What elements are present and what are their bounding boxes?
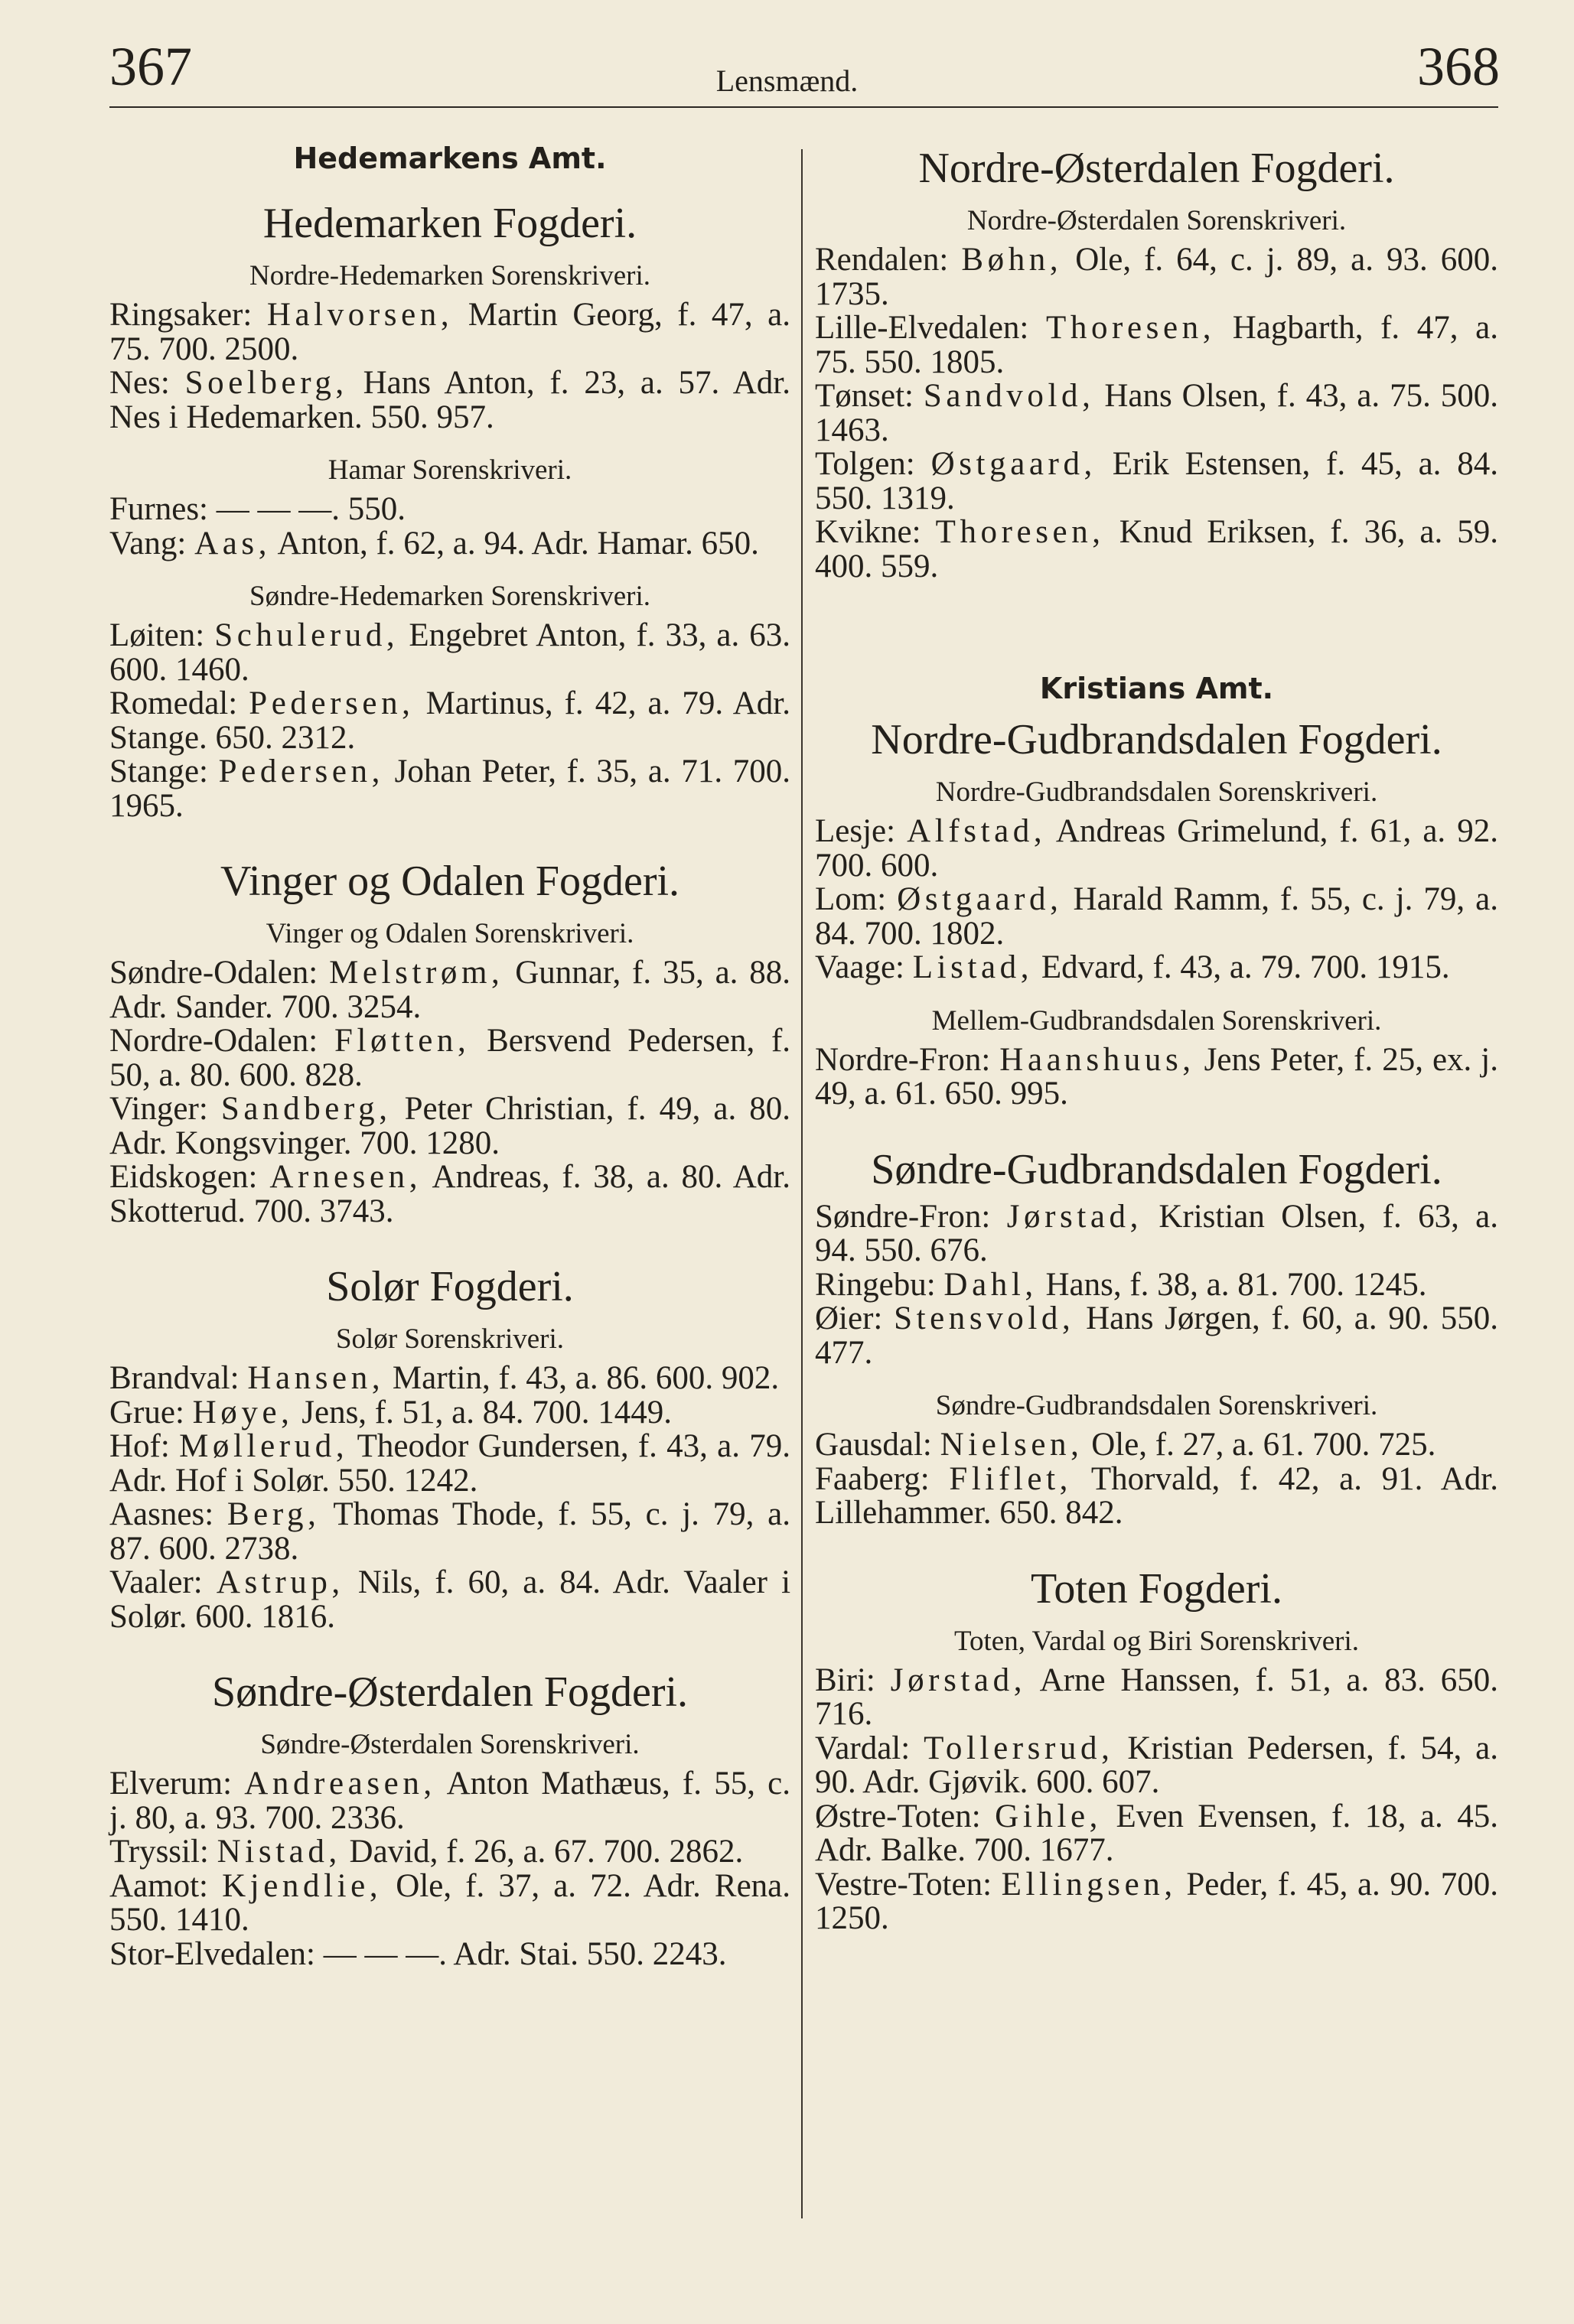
amt-heading: Hedemarkens Amt. — [293, 142, 607, 175]
sorenskriveri-heading: Nordre-Østerdalen Sorenskriveri. — [966, 205, 1347, 236]
entry-place: Faaberg: — [815, 1460, 930, 1497]
entry-person: Haanshuus, — [999, 1041, 1195, 1078]
entry-person: Møllerud, — [179, 1428, 349, 1464]
entry-details: Bersvend Pedersen, f. 50, a. 80. 600. 828. — [109, 1023, 791, 1093]
entry-details: Ole, f. 27, a. 61. 700. 725. — [1091, 1427, 1436, 1463]
sorenskriveri-heading: Nordre-Hedemarken Sorenskriveri. — [249, 260, 650, 291]
entry-details: Knud Eriksen, f. 36, a. 59. 400. 559. — [815, 514, 1498, 584]
entry-place: Elverum: — [109, 1766, 233, 1802]
entry-details: Andreas, f. 38, a. 80. Adr. Skotterud. 700. 3743. — [109, 1159, 791, 1229]
entry-details: Even Evensen, f. 18, a. 45. Adr. Balke. 700. 1677. — [815, 1798, 1498, 1868]
lensmand-entry — [109, 956, 790, 1024]
spacer — [109, 1634, 790, 1662]
entry-place: Furnes: — [109, 491, 208, 527]
entry-place: Hof: — [109, 1428, 170, 1464]
fogderi-heading: Nordre-Østerdalen Fogderi. — [918, 145, 1395, 192]
lensmand-entry — [815, 1428, 1498, 1463]
sorenskriveri-heading: Søndre-Hedemarken Sorenskriveri. — [249, 581, 650, 612]
entry-details: Peder, f. 45, a. 90. 700. 1250. — [815, 1866, 1499, 1936]
lensmand-entry — [109, 755, 790, 823]
entry-person: Thoresen, — [935, 514, 1105, 550]
entry-place: Vestre-Toten: — [815, 1866, 992, 1902]
entry-details: Johan Peter, f. 35, a. 71. 700. 1965. — [109, 754, 790, 824]
entry-person: Fliflet, — [949, 1460, 1072, 1497]
lensmand-entry — [815, 883, 1498, 951]
sorenskriveri-heading: Mellem-Gudbrandsdalen Sorenskriveri. — [931, 1004, 1382, 1037]
entry-details: Jens, f. 51, a. 84. 700. 1449. — [301, 1394, 672, 1431]
entry-person: Fløtten, — [334, 1023, 471, 1059]
lensmand-entry — [109, 687, 790, 755]
entry-place: Østre-Toten: — [815, 1798, 981, 1834]
lensmand-entry — [815, 379, 1498, 448]
entry-place: Søndre-Fron: — [815, 1198, 991, 1235]
spacer — [815, 1370, 1498, 1384]
lensmand-entry — [109, 1362, 790, 1396]
entry-person: Astrup, — [216, 1564, 344, 1600]
lensmand-entry — [109, 1092, 790, 1160]
sorenskriveri-heading: Søndre-Gudbrandsdalen Sorenskriveri. — [935, 1390, 1378, 1421]
spacer — [109, 1229, 790, 1256]
left-column — [109, 138, 790, 1971]
lensmand-entry — [109, 1566, 790, 1634]
entry-place: Lille-Elvedalen: — [815, 310, 1029, 346]
lensmand-entry — [109, 1396, 790, 1431]
spacer — [815, 584, 1498, 668]
entry-details: Hans Jørgen, f. 60, a. 90. 550. 477. — [815, 1300, 1499, 1371]
lensmand-entry — [815, 311, 1498, 379]
spacer — [109, 561, 790, 574]
entry-place: Kvikne: — [815, 514, 921, 550]
entry-person: Pedersen, — [249, 685, 415, 721]
entry-place: Rendalen: — [815, 242, 949, 278]
entry-person: Soelberg, — [184, 365, 348, 401]
lensmand-entry — [109, 493, 790, 527]
lensmand-entry — [815, 1868, 1498, 1936]
entry-details: Arne Hanssen, f. 51, a. 83. 650. 716. — [815, 1662, 1498, 1732]
entry-details: Ole, f. 37, a. 72. Adr. Rena. 550. 1410. — [109, 1867, 791, 1938]
entry-details: Martin Georg, f. 47, a. 75. 700. 2500. — [109, 297, 790, 367]
spacer — [815, 1531, 1498, 1558]
entry-person: Østgaard, — [897, 881, 1063, 917]
page-number-left: 367 — [109, 36, 192, 97]
sorenskriveri-heading: Toten, Vardal og Biri Sorenskriveri. — [953, 1625, 1360, 1657]
entry-details: — — —. 550. — [216, 491, 406, 527]
spacer — [815, 1112, 1498, 1139]
spacer — [109, 179, 790, 193]
entry-place: Tønset: — [815, 378, 914, 414]
fogderi-heading: Toten Fogderi. — [1031, 1564, 1282, 1613]
entry-person: Hansen, — [247, 1360, 385, 1396]
fogderi-heading: Solør Fogderi. — [326, 1263, 574, 1310]
entry-person: Høye, — [192, 1394, 294, 1431]
entry-details: Hagbarth, f. 47, a. 75. 550. 1805. — [815, 310, 1499, 380]
entry-place: Romedal: — [109, 685, 238, 721]
entry-place: Vaaler: — [109, 1564, 203, 1600]
entry-details: Gunnar, f. 35, a. 88. Adr. Sander. 700. 3254. — [109, 955, 790, 1025]
lensmand-entry — [815, 1460, 1498, 1531]
entry-details: Jens Peter, f. 25, ex. j. 49, a. 61. 650. 995. — [815, 1041, 1498, 1112]
lensmand-entry — [109, 1835, 790, 1870]
lensmand-entry — [109, 1160, 790, 1229]
entry-person: Sandvold, — [923, 378, 1095, 414]
fogderi-heading: Hedemarken Fogderi. — [262, 200, 637, 247]
sorenskriveri-heading: Vinger og Odalen Sorenskriveri. — [266, 918, 634, 949]
entry-place: Tolgen: — [815, 446, 915, 482]
entry-details: Edvard, f. 43, a. 79. 700. 1915. — [1041, 949, 1450, 985]
entry-place: Stange: — [109, 754, 208, 789]
entry-person: Østgaard, — [930, 446, 1097, 482]
entry-person: Arnesen, — [269, 1159, 422, 1195]
spacer — [815, 985, 1498, 999]
entry-person: Thoresen, — [1046, 310, 1216, 346]
lensmand-entry — [815, 1664, 1498, 1732]
lensmand-entry — [109, 527, 790, 561]
entry-person: Nielsen, — [940, 1427, 1084, 1463]
entry-details: Anton Mathæus, f. 55, c. j. 80, a. 93. 700. 2336. — [109, 1766, 791, 1836]
sorenskriveri-heading: Solør Sorenskriveri. — [335, 1323, 565, 1355]
entry-details: Thomas Thode, f. 55, c. j. 79, a. 87. 600. 2738. — [109, 1496, 790, 1567]
lensmand-entry — [815, 448, 1498, 516]
entry-details: — — —. Adr. Stai. 550. 2243. — [323, 1935, 727, 1972]
right-column — [815, 138, 1498, 1936]
entry-details: Ole, f. 64, c. j. 89, a. 93. 600. 1735. — [815, 242, 1498, 312]
entry-details: Harald Ramm, f. 55, c. j. 79, a. 84. 700. 1802. — [815, 881, 1499, 952]
lensmand-entry — [815, 516, 1498, 584]
entry-details: Martinus, f. 42, a. 79. Adr. Stange. 650. 2312. — [109, 685, 790, 756]
entry-place: Nes: — [109, 365, 170, 401]
lensmand-entry — [815, 1302, 1498, 1370]
entry-place: Øier: — [815, 1300, 883, 1336]
entry-person: Andreasen, — [244, 1766, 436, 1802]
entry-details: Hans Anton, f. 23, a. 57. Adr. Nes i Hedemarken. 550. 957. — [109, 365, 790, 435]
entry-person: Dahl, — [943, 1266, 1038, 1303]
lensmand-entry — [109, 1498, 790, 1566]
lensmand-entry — [109, 1935, 790, 1972]
entry-person: Aas, — [194, 525, 272, 561]
entry-person: Schulerud, — [214, 617, 399, 653]
entry-person: Nistad, — [217, 1834, 341, 1870]
entry-details: Hans, f. 38, a. 81. 700. 1245. — [1045, 1266, 1427, 1303]
entry-details: David, f. 26, a. 67. 700. 2862. — [349, 1834, 744, 1870]
lensmand-entry — [815, 1268, 1498, 1303]
entry-details: Martin, f. 43, a. 86. 600. 902. — [392, 1360, 780, 1396]
entry-details: Erik Estensen, f. 45, a. 84. 550. 1319. — [815, 446, 1498, 516]
entry-place: Tryssil: — [109, 1834, 209, 1870]
entry-details: Nils, f. 60, a. 84. Adr. Vaaler i Solør. 600. 1816. — [109, 1564, 791, 1635]
entry-person: Gihle, — [995, 1798, 1102, 1834]
lensmand-entry — [815, 243, 1498, 311]
column-divider — [801, 149, 803, 2218]
entry-details: Andreas Grimelund, f. 61, a. 92. 700. 600. — [815, 813, 1498, 884]
entry-details: Kristian Olsen, f. 63, a. 94. 550. 676. — [815, 1198, 1499, 1268]
lensmand-entry — [815, 1200, 1498, 1268]
entry-person: Pedersen, — [218, 754, 384, 789]
entry-place: Gausdal: — [815, 1427, 932, 1463]
lensmand-entry — [109, 1430, 790, 1498]
lensmand-entry — [815, 951, 1498, 985]
entry-place: Søndre-Odalen: — [109, 955, 318, 991]
entry-place: Nordre-Fron: — [815, 1041, 991, 1078]
lensmand-entry — [815, 815, 1498, 883]
entry-place: Lom: — [815, 881, 887, 917]
entry-place: Brandval: — [109, 1360, 240, 1396]
entry-person: Ellingsen, — [1001, 1866, 1177, 1902]
entry-place: Vardal: — [815, 1730, 911, 1766]
entry-place: Ringebu: — [815, 1266, 936, 1303]
entry-details: Anton, f. 62, a. 94. Adr. Hamar. 650. — [277, 525, 759, 561]
entry-place: Vinger: — [109, 1091, 208, 1127]
entry-person: Stensvold, — [894, 1300, 1075, 1336]
entry-place: Lesje: — [815, 813, 896, 849]
sorenskriveri-heading: Nordre-Gudbrandsdalen Sorenskriveri. — [935, 776, 1378, 808]
lensmand-entry — [109, 1867, 791, 1938]
lensmand-entry — [815, 1800, 1498, 1868]
entry-person: Jørstad, — [1006, 1198, 1142, 1235]
header-rule — [109, 106, 1498, 108]
lensmand-entry — [815, 1732, 1498, 1800]
fogderi-heading: Vinger og Odalen Fogderi. — [220, 858, 680, 905]
entry-person: Melstrøm, — [329, 955, 504, 991]
entry-place: Stor-Elvedalen: — [109, 1935, 316, 1972]
entry-place: Nordre-Odalen: — [109, 1023, 318, 1059]
entry-place: Løiten: — [109, 617, 205, 653]
entry-place: Aamot: — [109, 1867, 208, 1904]
sorenskriveri-heading: Hamar Sorenskriveri. — [328, 454, 572, 486]
entry-person: Listad, — [912, 949, 1034, 985]
entry-place: Grue: — [109, 1394, 184, 1431]
entry-place: Ringsaker: — [109, 297, 253, 333]
entry-place: Aasnes: — [109, 1496, 214, 1532]
entry-place: Eidskogen: — [109, 1159, 258, 1195]
lensmand-entry — [109, 1024, 790, 1092]
sorenskriveri-heading: Søndre-Østerdalen Sorenskriveri. — [260, 1729, 640, 1760]
entry-person: Sandberg, — [220, 1091, 392, 1127]
entry-person: Jørstad, — [890, 1662, 1027, 1698]
spacer — [109, 435, 790, 448]
entry-details: Peter Christian, f. 49, a. 80. Adr. Kongsvinger. 700. 1280. — [109, 1091, 791, 1161]
lensmand-entry — [109, 298, 790, 366]
lensmand-entry — [109, 619, 790, 687]
running-title: Lensmænd. — [715, 63, 859, 98]
lensmand-entry — [109, 366, 790, 435]
amt-heading: Kristians Amt. — [1039, 672, 1274, 705]
entry-details: Hans Olsen, f. 43, a. 75. 500. 1463. — [815, 378, 1499, 448]
entry-person: Halvorsen, — [266, 297, 454, 333]
entry-place: Biri: — [815, 1662, 875, 1698]
spacer — [109, 823, 790, 851]
lensmand-entry — [109, 1767, 790, 1835]
entry-person: Kjendlie, — [222, 1867, 383, 1904]
entry-place: Vaage: — [815, 949, 904, 985]
entry-person: Bøhn, — [961, 242, 1063, 278]
lensmand-entry — [815, 1043, 1498, 1112]
entry-details: Engebret Anton, f. 33, a. 63. 600. 1460. — [109, 617, 790, 688]
entry-details: Thorvald, f. 42, a. 91. Adr. Lillehammer. 650. 842. — [815, 1460, 1498, 1531]
entry-person: Berg, — [226, 1496, 321, 1532]
entry-person: Alfstad, — [907, 813, 1047, 849]
entry-details: Kristian Pedersen, f. 54, a. 90. Adr. Gjøvik. 600. 607. — [815, 1730, 1499, 1800]
entry-details: Theodor Gundersen, f. 43, a. 79. Adr. Hof i Solør. 550. 1242. — [109, 1428, 790, 1499]
fogderi-heading: Søndre-Østerdalen Fogderi. — [211, 1668, 689, 1716]
entry-place: Vang: — [109, 525, 187, 561]
fogderi-heading: Nordre-Gudbrandsdalen Fogderi. — [871, 716, 1442, 763]
entry-person: Tollersrud, — [924, 1730, 1114, 1766]
page-number-right: 368 — [1417, 36, 1500, 97]
fogderi-heading: Søndre-Gudbrandsdalen Fogderi. — [871, 1145, 1442, 1193]
